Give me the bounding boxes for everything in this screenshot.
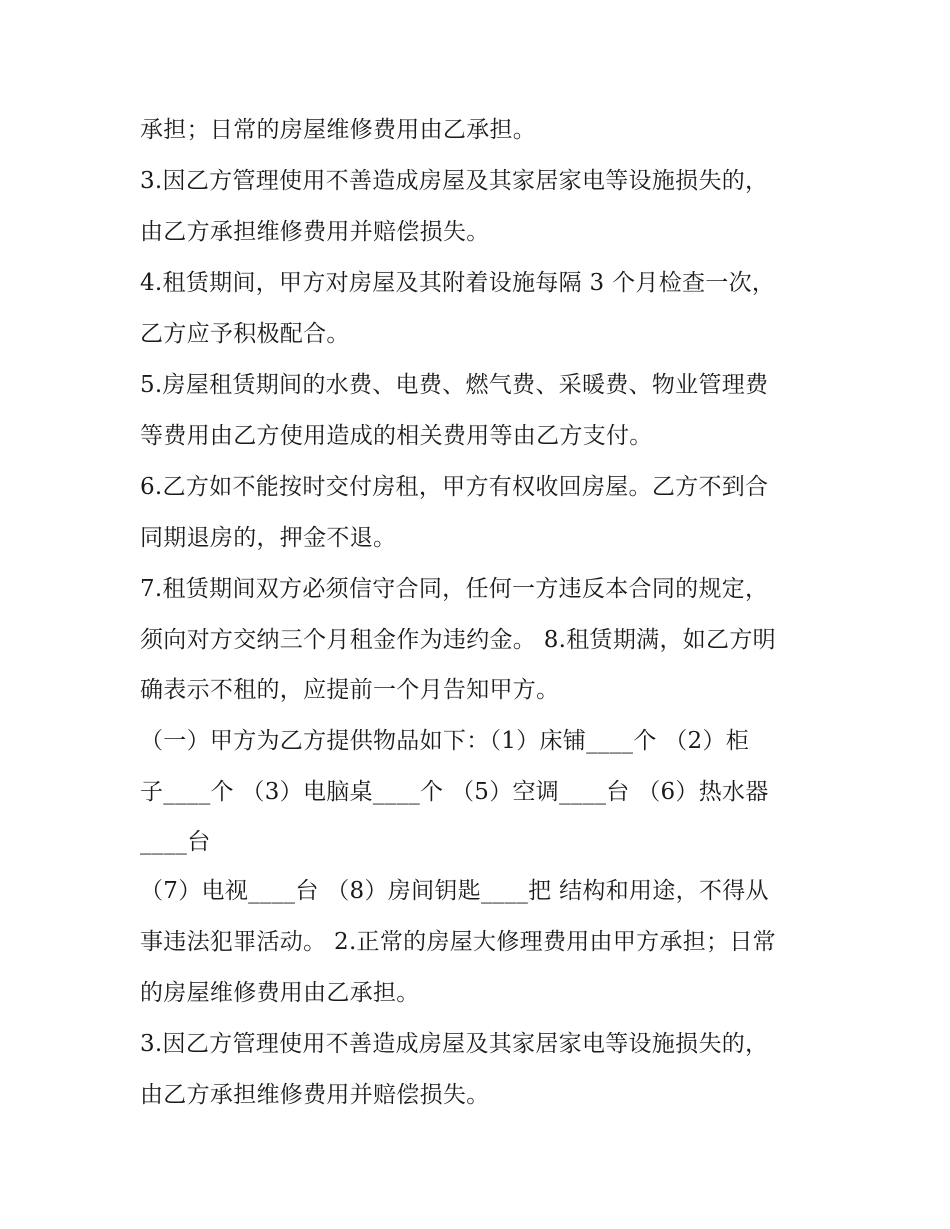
text-line: ____台 bbox=[140, 829, 211, 855]
text-line: 确表示不租的，应提前一个月告知甲方。 bbox=[140, 677, 560, 703]
text-line: 承担；日常的房屋维修费用由乙承担。 bbox=[140, 117, 537, 143]
text-line: 3.因乙方管理使用不善造成房屋及其家居家电等设施损失的， bbox=[140, 168, 769, 194]
text-line: 4.租赁期间，甲方对房屋及其附着设施每隔 3 个月检查一次， bbox=[140, 270, 776, 296]
text-line: 事违法犯罪活动。 2.正常的房屋大修理费用由甲方承担；日常 bbox=[140, 929, 776, 955]
text-line: （一）甲方为乙方提供物品如下：（1）床铺____个 （2）柜 bbox=[140, 728, 750, 754]
text-line: 同期退房的，押金不退。 bbox=[140, 525, 397, 551]
text-line: 3.因乙方管理使用不善造成房屋及其家居家电等设施损失的， bbox=[140, 1031, 769, 1057]
text-line: 子____个 （3）电脑桌____个 （5）空调____台 （6）热水器 bbox=[140, 779, 769, 805]
text-line: 的房屋维修费用由乙承担。 bbox=[140, 980, 420, 1006]
text-line: （7）电视____台 （8）房间钥匙____把 结构和用途，不得从 bbox=[140, 878, 769, 904]
text-line: 6.乙方如不能按时交付房租，甲方有权收回房屋。乙方不到合 bbox=[140, 474, 769, 500]
text-line: 等费用由乙方使用造成的相关费用等由乙方支付。 bbox=[140, 423, 653, 449]
text-line: 由乙方承担维修费用并赔偿损失。 bbox=[140, 1082, 490, 1108]
text-line: 乙方应予积极配合。 bbox=[140, 321, 350, 347]
text-line: 7.租赁期间双方必须信守合同，任何一方违反本合同的规定， bbox=[140, 576, 769, 602]
text-line: 5.房屋租赁期间的水费、电费、燃气费、采暖费、物业管理费 bbox=[140, 372, 769, 398]
text-line: 须向对方交纳三个月租金作为违约金。 8.租赁期满，如乙方明 bbox=[140, 627, 776, 653]
text-line: 由乙方承担维修费用并赔偿损失。 bbox=[140, 219, 490, 245]
